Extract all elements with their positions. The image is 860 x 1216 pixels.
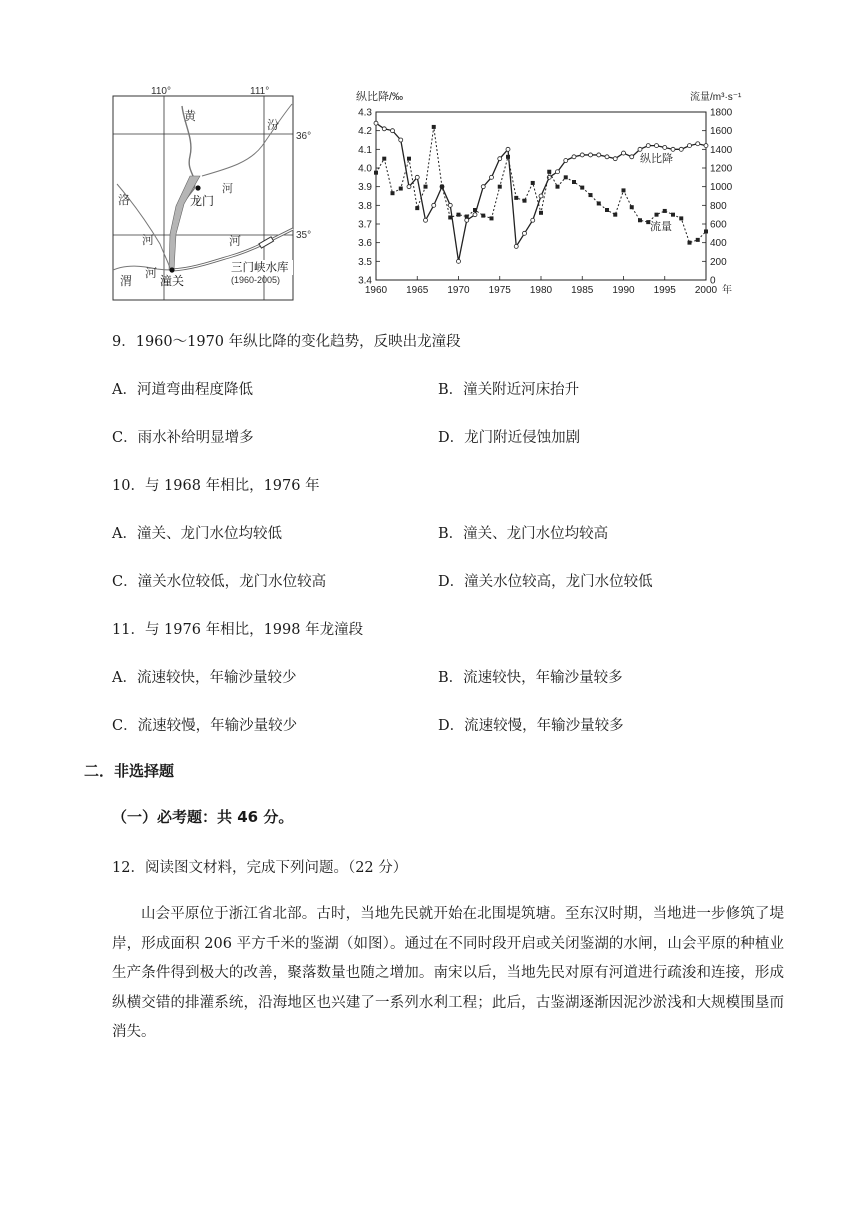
river-label: 河	[229, 234, 242, 248]
flow-point	[391, 191, 395, 195]
flow-point	[432, 125, 436, 129]
question-9-option-a[interactable]: A．河道弯曲程度降低	[112, 382, 253, 398]
flow-point	[407, 157, 411, 161]
gradient-point	[630, 155, 634, 159]
right-tick-label: 400	[710, 238, 727, 250]
river-label: 汾	[267, 118, 280, 132]
gradient-point	[498, 157, 502, 161]
right-tick-label: 1600	[710, 126, 733, 138]
gradient-point	[655, 144, 659, 148]
series-annotation-flow: 流量	[650, 221, 672, 233]
question-11-option-a[interactable]: A．流速较快，年输沙量较少	[112, 670, 297, 686]
left-tick-label: 4.2	[358, 126, 372, 138]
left-tick-label: 3.9	[358, 182, 372, 194]
left-tick-label: 3.7	[358, 219, 372, 231]
gradient-point	[374, 121, 378, 125]
flow-point	[514, 196, 518, 200]
right-tick-label: 1400	[710, 144, 733, 156]
flow-point	[374, 171, 378, 175]
chart-series	[374, 121, 708, 263]
right-tick-label: 600	[710, 219, 727, 231]
flow-point	[638, 218, 642, 222]
flow-point	[572, 180, 576, 184]
x-unit-label: 年	[722, 285, 732, 296]
river-label: 洛	[118, 193, 131, 207]
river-label: 渭	[120, 274, 133, 288]
question-10-option-d[interactable]: D．潼关水位较高，龙门水位较低	[438, 574, 653, 590]
gradient-point	[605, 155, 609, 159]
flow-point	[597, 201, 601, 205]
reservoir-years: (1960-2005)	[231, 275, 281, 285]
flow-point	[655, 213, 659, 217]
question-11-stem: 11．与 1976 年相比，1998 年龙潼段	[112, 622, 364, 638]
question-12-stem: 12．阅读图文材料，完成下列问题。（22 分）	[112, 860, 408, 876]
gradient-point	[473, 213, 477, 217]
river-label: 河	[142, 233, 155, 247]
lon-label-110: 110°	[151, 86, 171, 97]
gradient-point	[531, 218, 535, 222]
x-tick-label: 1980	[529, 285, 553, 296]
flow-point	[580, 186, 584, 190]
flow-point	[704, 229, 708, 233]
place-label-longmen: 龙门	[190, 194, 215, 208]
gradient-point	[399, 138, 403, 142]
flow-point	[531, 181, 535, 185]
subsection-title: （一）必考题：共 46 分。	[112, 808, 294, 826]
x-tick-label: 1960	[364, 285, 388, 296]
gradient-point	[514, 244, 518, 248]
gradient-point	[589, 153, 593, 157]
left-tick-label: 3.5	[358, 256, 372, 268]
gradient-point	[696, 142, 700, 146]
question-10-stem: 10．与 1968 年相比，1976 年	[112, 478, 320, 494]
question-12-material: 山会平原位于浙江省北部。古时，当地先民就开始在北围堤筑塘。至东汉时期，当地进一步修筑了堤岸，形成面积 206 平方千米的鉴湖（如图）。通过在不同时段开启或关闭鉴湖的水闸，山会平原的种植业生产条件得到极大的改善，聚落数量也随之增加。南宋以后，当地先民对原有河道进行疏浚和连接，形成纵横交错的排灌系统，沿海地区也兴建了一系列水利工程；此后，古鉴湖逐渐因泥沙淤浅和大规模围垦而消失。	[112, 906, 784, 1040]
left-tick-label: 4.3	[358, 107, 372, 119]
question-9-option-b[interactable]: B．潼关附近河床抬升	[438, 382, 580, 398]
lat-label-35: 35°	[296, 230, 312, 241]
flow-point	[382, 157, 386, 161]
gradient-point	[622, 151, 626, 155]
flow-point	[448, 215, 452, 219]
gradient-point	[638, 147, 642, 151]
x-tick-label: 1990	[612, 285, 635, 296]
right-tick-label: 1800	[710, 107, 733, 119]
flow-point	[679, 216, 683, 220]
place-label-tongguan: 潼关	[160, 274, 185, 288]
left-tick-label: 4.0	[358, 163, 372, 175]
left-tick-label: 4.1	[358, 144, 372, 156]
question-9-stem: 9．1960～1970 年纵比降的变化趋势，反映出龙潼段	[112, 334, 461, 350]
gradient-point	[523, 231, 527, 235]
gradient-point	[646, 144, 650, 148]
lat-label-36: 36°	[296, 131, 312, 142]
gradient-point	[382, 127, 386, 131]
gradient-point	[465, 218, 469, 222]
flow-point	[663, 209, 667, 213]
question-10-option-b[interactable]: B．潼关、龙门水位均较高	[438, 526, 609, 542]
flow-point	[539, 211, 543, 215]
left-tick-label: 3.4	[358, 275, 372, 287]
flow-point	[498, 185, 502, 189]
right-tick-label: 1000	[710, 182, 733, 194]
left-axis-label: 纵比降/‰	[356, 91, 404, 103]
river-label: 黄	[184, 109, 197, 123]
flow-point	[613, 213, 617, 217]
flow-point	[415, 206, 419, 210]
gradient-point	[415, 175, 419, 179]
x-tick-label: 1985	[571, 285, 594, 296]
longmen-dot	[195, 185, 200, 190]
region-map	[112, 84, 320, 306]
tongguan-dot	[169, 267, 174, 272]
flow-point	[473, 208, 477, 212]
chart-ticks	[358, 108, 733, 297]
flow-point	[671, 213, 675, 217]
reservoir-label: 三门峡水库	[231, 262, 289, 274]
flow-point	[547, 170, 551, 174]
left-tick-label: 3.8	[358, 200, 372, 212]
river-label: 河	[145, 266, 158, 280]
gradient-point	[556, 170, 560, 174]
x-tick-label: 1975	[488, 285, 511, 296]
question-9-option-d[interactable]: D．龙门附近侵蚀加剧	[438, 430, 581, 446]
gradient-point	[506, 147, 510, 151]
lon-label-111: 111°	[250, 86, 270, 97]
question-9-option-c[interactable]: C．雨水补给明显增多	[112, 430, 254, 446]
gradient-point	[481, 185, 485, 189]
flow-point	[564, 175, 568, 179]
gradient-point	[407, 185, 411, 189]
flow-point	[490, 216, 494, 220]
question-11-option-b[interactable]: B．流速较快，年输沙量较多	[438, 670, 623, 686]
gradient-point	[688, 144, 692, 148]
gradient-flow-chart	[338, 84, 758, 306]
right-tick-label: 200	[710, 256, 727, 268]
gradient-point	[597, 153, 601, 157]
flow-point	[399, 187, 403, 191]
gradient-point	[613, 157, 617, 161]
series-annotation-gradient: 纵比降	[640, 153, 673, 165]
x-tick-label: 1965	[406, 285, 429, 296]
gradient-point	[448, 203, 452, 207]
gradient-point	[704, 144, 708, 148]
right-axis-label: 流量/m³·s⁻¹	[690, 92, 742, 103]
gradient-point	[580, 153, 584, 157]
flow-point	[688, 241, 692, 245]
flow-point	[440, 185, 444, 189]
right-tick-label: 800	[710, 200, 727, 212]
gradient-point	[391, 129, 395, 133]
flow-point	[589, 193, 593, 197]
flow-point	[556, 185, 560, 189]
question-11-option-c[interactable]: C．流速较慢，年输沙量较少	[112, 718, 298, 734]
flow-point	[424, 185, 428, 189]
flow-point	[465, 215, 469, 219]
question-11-option-d[interactable]: D．流速较慢，年输沙量较多	[438, 718, 624, 734]
gradient-point	[663, 145, 667, 149]
gradient-point	[564, 159, 568, 163]
x-tick-label: 1970	[447, 285, 470, 296]
gradient-point	[671, 147, 675, 151]
left-tick-label: 3.6	[358, 238, 372, 250]
section-title: 二．非选择题	[84, 762, 175, 780]
gradient-point	[572, 155, 576, 159]
right-tick-label: 0	[710, 275, 716, 287]
question-10-option-a[interactable]: A．潼关、龙门水位均较低	[112, 526, 282, 542]
flow-point	[481, 214, 485, 218]
right-tick-label: 1200	[710, 163, 733, 175]
flow-point	[605, 208, 609, 212]
flow-point	[506, 155, 510, 159]
gradient-point	[679, 147, 683, 151]
x-tick-label: 2000	[694, 285, 718, 296]
gradient-point	[457, 259, 461, 263]
gradient-point	[490, 175, 494, 179]
flow-point	[457, 213, 461, 217]
gradient-point	[432, 203, 436, 207]
x-tick-label: 1995	[653, 285, 676, 296]
flow-point	[622, 188, 626, 192]
gradient-point	[539, 194, 543, 198]
flow-point	[523, 199, 527, 203]
flow-point	[630, 205, 634, 209]
river-label: 河	[222, 183, 233, 195]
gradient-point	[424, 218, 428, 222]
flow-point	[696, 238, 700, 242]
question-10-option-c[interactable]: C．潼关水位较低，龙门水位较高	[112, 574, 327, 590]
